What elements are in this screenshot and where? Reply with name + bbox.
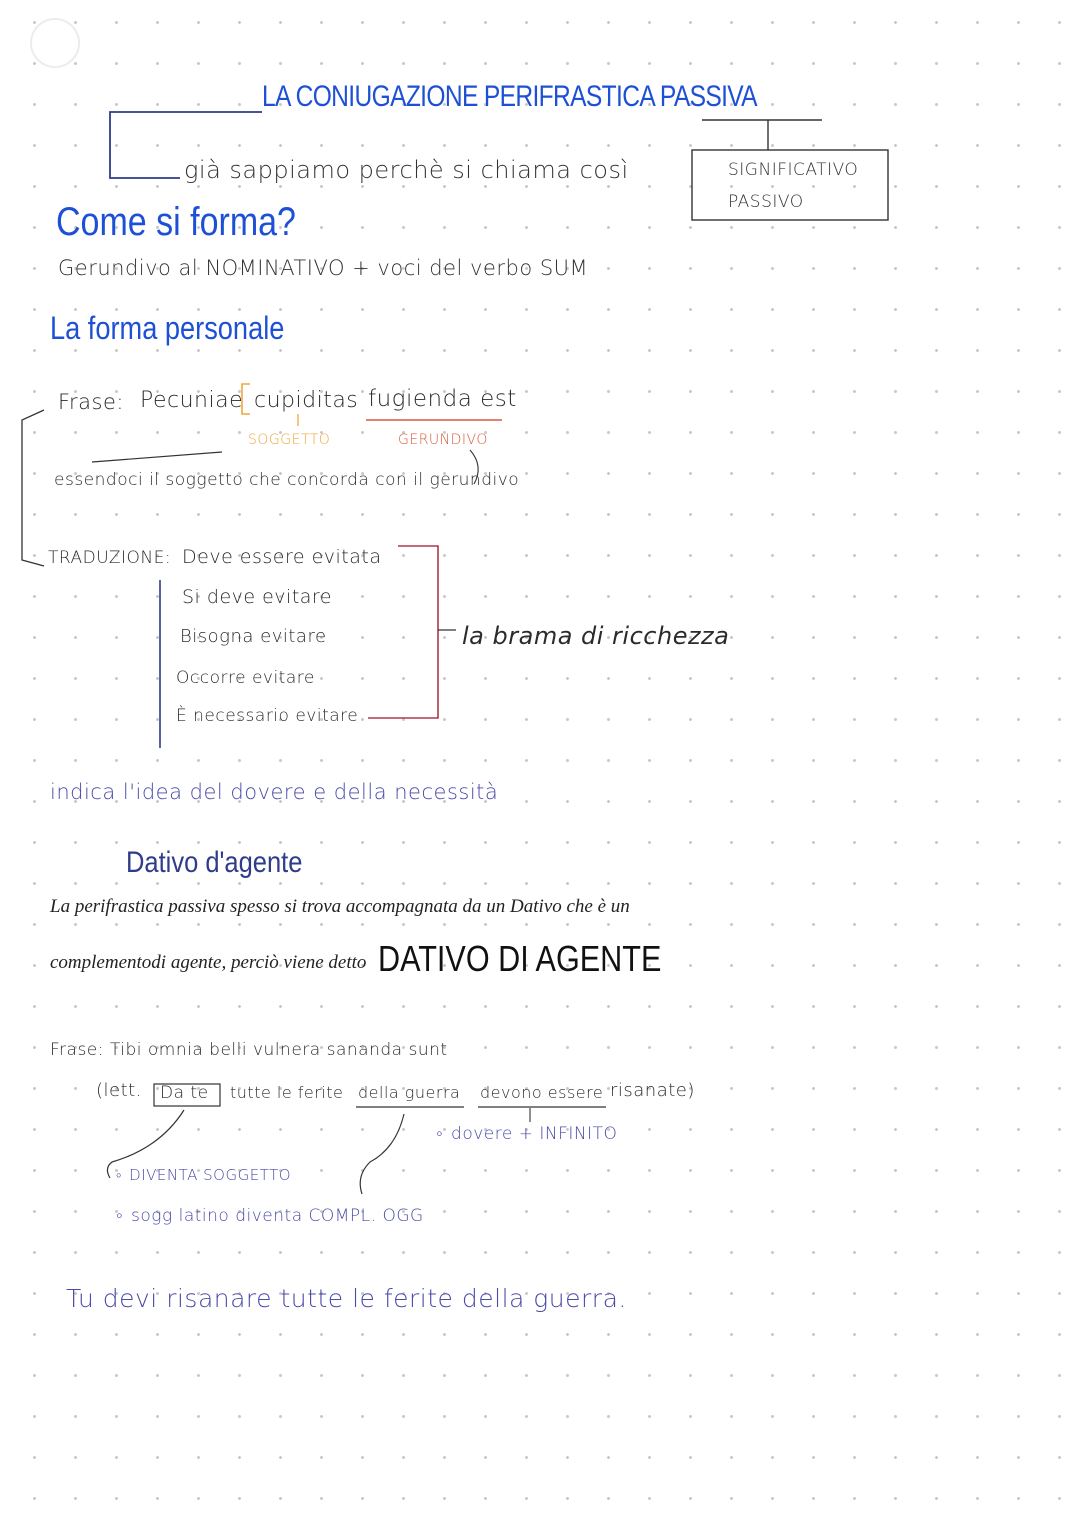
heading-come-si-forma: Come si forma?: [56, 200, 296, 244]
translation-2: Si deve evitare: [182, 586, 332, 608]
dative-sentence: Frase: Tibi omnia belli vulnera sananda sunt: [50, 1040, 448, 1060]
sentence-label: Frase:: [58, 390, 124, 414]
note-compl-ogg: ∘ sogg latino diventa COMPL. OGG: [114, 1206, 424, 1226]
label-soggetto: SOGGETTO: [248, 432, 331, 448]
box-line-1: SIGNIFICATIVO: [728, 160, 859, 180]
final-translation: Tu devi risanare tutte le ferite della guerra.: [66, 1284, 627, 1313]
label-gerundivo: GERUNDIVO: [398, 432, 488, 448]
form-rule: Gerundivo al NOMINATIVO + voci del verbo SUM: [58, 256, 589, 280]
meaning-note: indica l'idea del dovere e della necessità: [50, 780, 499, 804]
dative-paragraph-2: complementodi agente, perciò viene detto: [50, 952, 367, 973]
translation-3: Bisogna evitare: [180, 626, 327, 647]
translation-4: Occorre evitare: [176, 668, 315, 688]
sentence-subject: cupiditas: [254, 388, 359, 413]
agreement-note: essendoci il soggetto che concorda con il gerundivo: [54, 470, 520, 490]
translation-object: la brama di ricchezza: [462, 622, 730, 650]
intro-note: già sappiamo perchè si chiama così: [184, 156, 629, 184]
literal-boxed: Da te: [160, 1083, 209, 1103]
translation-label: TRADUZIONE:: [48, 548, 172, 568]
literal-underlined-1: della guerra: [358, 1083, 461, 1102]
translation-5: È necessario evitare: [176, 706, 359, 726]
note-diventa-soggetto: ∘ DIVENTA SOGGETTO: [114, 1166, 292, 1184]
literal-open: (lett.: [96, 1080, 142, 1101]
page-corner-mark: [30, 18, 80, 68]
literal-underlined-2: devono essere: [480, 1083, 604, 1102]
translation-1: Deve essere evitata: [182, 546, 382, 568]
heading-dativo: Dativo d'agente: [126, 846, 303, 879]
note-dovere-infinito: ∘ dovere + INFINITO: [434, 1124, 618, 1144]
dative-paragraph-1: La perifrastica passiva spesso si trova accompagnata da un Dativo che è un: [50, 896, 630, 917]
heading-forma-personale: La forma personale: [50, 310, 285, 346]
box-line-2: PASSIVO: [728, 192, 804, 212]
dative-emphasis: DATIVO DI AGENTE: [378, 938, 662, 979]
literal-rest-2: risanate): [610, 1080, 695, 1101]
sentence-word-pecuniae: Pecuniae: [140, 388, 244, 413]
sentence-gerund: fugienda est: [368, 386, 517, 412]
literal-rest-1: tutte le ferite: [230, 1083, 344, 1102]
page-title: LA CONIUGAZIONE PERIFRASTICA PASSIVA: [262, 80, 757, 113]
